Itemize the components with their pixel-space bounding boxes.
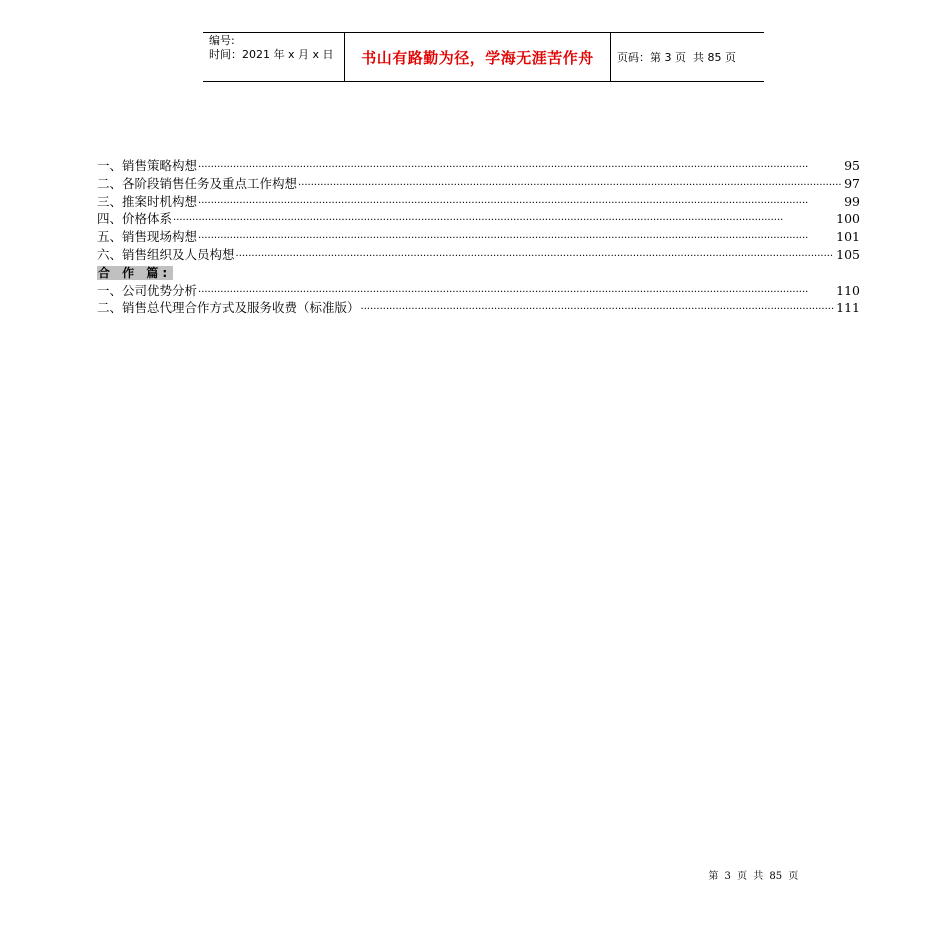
document-date-label: 时间：2021 年 x 月 x 日: [209, 48, 334, 61]
header-page-cell: [611, 33, 764, 81]
toc-section-heading: [97, 264, 860, 282]
toc-entry-page: 101: [836, 229, 860, 245]
toc-entry-title: 五、销售现场构想: [97, 229, 198, 245]
toc-entry-page: 111: [836, 300, 860, 316]
toc-entry[interactable]: [97, 193, 860, 211]
toc-entry-title: 二、各阶段销售任务及重点工作构想: [97, 175, 298, 191]
document-number-label: 编号:: [209, 34, 235, 47]
toc-dot-leader: [198, 195, 842, 213]
table-of-contents: [97, 157, 860, 317]
toc-entry[interactable]: [97, 299, 860, 317]
toc-entry-title: 四、价格体系: [97, 211, 173, 227]
toc-entry[interactable]: [97, 157, 860, 175]
toc-entry[interactable]: [97, 228, 860, 246]
toc-entry-title: 一、销售策略构想: [97, 158, 198, 173]
toc-entry-page: 100: [836, 211, 860, 227]
toc-entry-page: 110: [836, 282, 860, 298]
toc-entry-page: 105: [836, 246, 860, 262]
toc-dot-leader: [361, 301, 835, 319]
toc-entry[interactable]: [97, 282, 860, 300]
toc-entry-page: 97: [844, 175, 860, 191]
header-motto: 书山有路勤为径，学海无涯苦作舟: [361, 48, 594, 67]
toc-dot-leader: [198, 230, 834, 248]
toc-dot-leader: [298, 177, 842, 195]
toc-dot-leader: [236, 248, 835, 266]
toc-entry-title: 三、推案时机构想: [97, 193, 198, 209]
toc-dot-leader: [173, 212, 834, 230]
toc-entry-page: 95: [844, 158, 860, 173]
header-meta-cell: [203, 33, 345, 81]
toc-entry-page: 99: [844, 193, 860, 209]
toc-entry[interactable]: [97, 175, 860, 193]
toc-entry[interactable]: [97, 246, 860, 264]
header-page-label: 页码：第 3 页 共 85 页: [617, 51, 736, 64]
toc-entry-title: 一、公司优势分析: [97, 282, 198, 298]
header-motto-cell: [345, 33, 611, 81]
document-header: [203, 32, 764, 82]
toc-entry-title: 六、销售组织及人员构想: [97, 246, 235, 262]
toc-section-title: 合 作 篇:: [98, 265, 172, 280]
footer-page-number: 第 3 页 共 85 页: [708, 871, 799, 882]
toc-entry[interactable]: [97, 210, 860, 228]
toc-entry-title: 二、销售总代理合作方式及服务收费（标准版）: [97, 300, 360, 316]
page-footer: [696, 856, 798, 882]
